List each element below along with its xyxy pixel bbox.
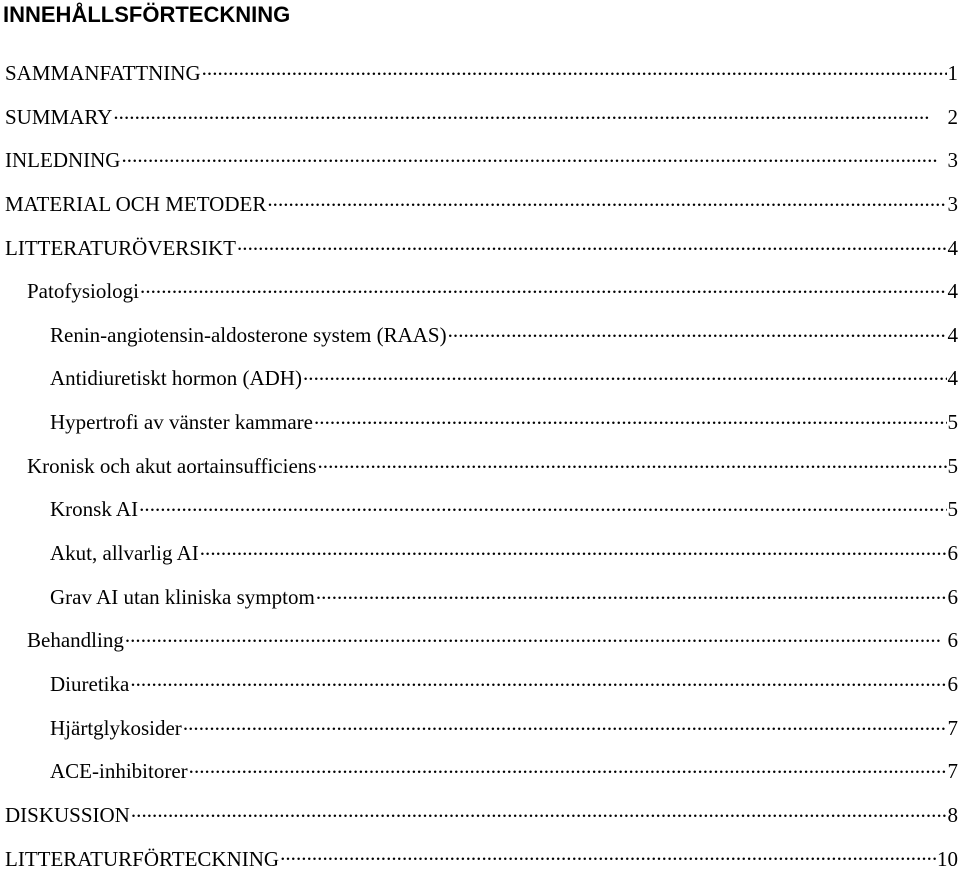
dot-leader [316, 583, 947, 604]
toc-entry-page-number: 10 [937, 841, 960, 877]
dot-leader [139, 495, 946, 516]
toc-entry[interactable] [0, 622, 960, 666]
toc-entry-title: Grav AI utan kliniska symptom [50, 579, 315, 615]
toc-entry[interactable] [0, 666, 960, 710]
dot-leader [140, 277, 946, 298]
dot-leader [183, 714, 947, 735]
toc-entry[interactable] [0, 841, 960, 884]
toc-entry[interactable] [0, 186, 960, 230]
toc-entry-page-number: 5 [948, 404, 960, 440]
toc-entry-page-number: 4 [948, 360, 960, 396]
toc-entry-title: MATERIAL OCH METODER [5, 186, 266, 222]
toc-entry[interactable] [0, 579, 960, 623]
toc-entry-title: Renin-angiotensin-aldosterone system (RAAS) [50, 317, 447, 353]
toc-list [0, 55, 960, 884]
dot-leader [189, 757, 947, 778]
dot-leader [280, 845, 936, 866]
toc-entry-page-number: 6 [948, 535, 960, 571]
toc-entry-title: ACE-inhibitorer [50, 753, 188, 789]
dot-leader [303, 364, 947, 385]
toc-entry-title: Kronisk och akut aortainsufficiens [27, 448, 316, 484]
toc-entry-title: Patofysiologi [27, 273, 139, 309]
dot-leader [267, 190, 946, 211]
toc-entry-page-number: 5 [948, 448, 960, 484]
toc-entry-page-number: 6 [948, 622, 960, 658]
toc-entry-title: Hjärtglykosider [50, 710, 182, 746]
dot-leader [121, 146, 946, 167]
toc-entry[interactable] [0, 404, 960, 448]
toc-entry[interactable] [0, 55, 960, 99]
toc-entry-page-number: 7 [948, 710, 960, 746]
toc-entry-title: Kronsk AI [50, 491, 138, 527]
toc-entry-page-number: 4 [948, 230, 960, 266]
dot-leader [130, 670, 946, 691]
toc-entry[interactable] [0, 99, 960, 143]
toc-entry-page-number: 3 [948, 142, 960, 178]
toc-entry-title: SAMMANFATTNING [5, 55, 201, 91]
toc-entry[interactable] [0, 317, 960, 361]
toc-entry-title: Hypertrofi av vänster kammare [50, 404, 313, 440]
toc-entry-title: Diuretika [50, 666, 129, 702]
toc-entry-page-number: 1 [948, 55, 960, 91]
dot-leader [448, 321, 947, 342]
toc-entry-title: Akut, allvarlig AI [50, 535, 199, 571]
dot-leader [131, 801, 947, 822]
toc-entry-title: DISKUSSION [5, 797, 130, 833]
dot-leader [317, 452, 946, 473]
dot-leader [125, 626, 947, 647]
toc-entry-title: LITTERATURÖVERSIKT [5, 230, 236, 266]
toc-entry-page-number: 3 [948, 186, 960, 222]
dot-leader [237, 234, 947, 255]
page-title: INNEHÅLLSFÖRTECKNING [3, 0, 290, 30]
toc-entry-page-number: 7 [948, 753, 960, 789]
toc-entry[interactable] [0, 273, 960, 317]
toc-entry[interactable] [0, 535, 960, 579]
toc-entry[interactable] [0, 142, 960, 186]
toc-entry-title: LITTERATURFÖRTECKNING [5, 841, 279, 877]
toc-entry-title: Antidiuretiskt hormon (ADH) [50, 360, 302, 396]
dot-leader [202, 59, 947, 80]
toc-entry-page-number: 4 [948, 273, 960, 309]
toc-entry-page-number: 2 [948, 99, 960, 135]
toc-entry[interactable] [0, 491, 960, 535]
toc-entry[interactable] [0, 797, 960, 841]
toc-entry[interactable] [0, 753, 960, 797]
toc-entry-title: SUMMARY [5, 99, 112, 135]
dot-leader [200, 539, 947, 560]
dot-leader [314, 408, 947, 429]
toc-entry-title: INLEDNING [5, 142, 120, 178]
toc-entry[interactable] [0, 448, 960, 492]
toc-entry-title: Behandling [27, 622, 124, 658]
dot-leader [113, 103, 946, 124]
toc-entry[interactable] [0, 710, 960, 754]
toc-entry-page-number: 4 [948, 317, 960, 353]
toc-entry[interactable] [0, 230, 960, 274]
toc-entry-page-number: 5 [948, 491, 960, 527]
toc-entry-page-number: 8 [948, 797, 960, 833]
toc-entry[interactable] [0, 360, 960, 404]
toc-entry-page-number: 6 [948, 666, 960, 702]
toc-entry-page-number: 6 [948, 579, 960, 615]
